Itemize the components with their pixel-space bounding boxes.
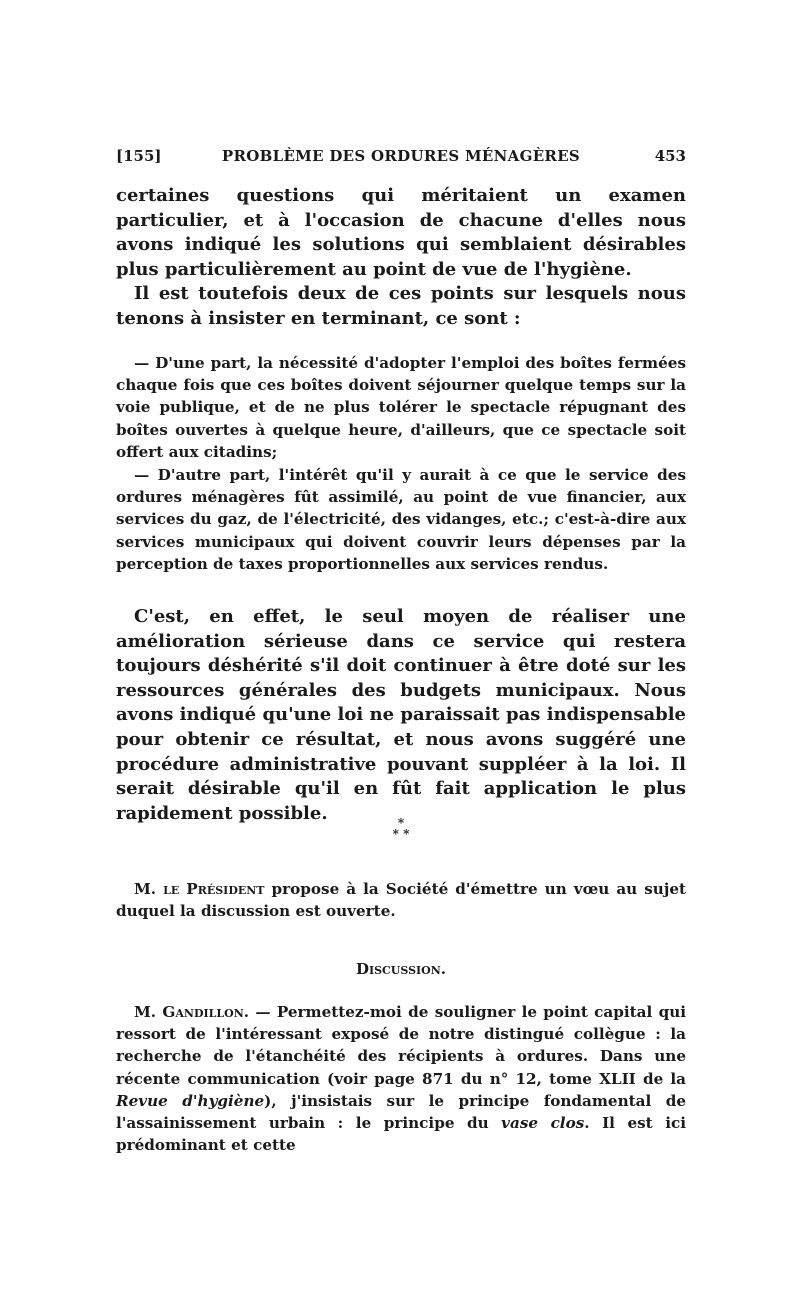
page-reference: [155] bbox=[116, 147, 162, 165]
asterism-divider bbox=[116, 818, 686, 848]
paragraph-first-point: — D'une part, la nécessité d'adopter l'emploi des boîtes fermées chaque fois que ces boîtes doivent séjourner quelque temps sur la voie publique, et de ne plus tolérer le spectacle répugnant des boîtes ouvertes à quelque heure, d'ailleurs, que ce spectacle soit offert aux citadins; bbox=[116, 354, 686, 461]
speaker-gandillon: Gandillon bbox=[162, 1003, 244, 1021]
gandillon-text-3: . Il est ici prédominant et cette bbox=[116, 1114, 686, 1155]
speaker-president: Président bbox=[186, 880, 265, 898]
discussion-heading: Discussion. bbox=[355, 960, 447, 978]
paragraph-second-point: — D'autre part, l'intérêt qu'il y aurait à ce que le service des ordures ménagères fût assimilé, au point de vue financier, aux services du gaz, de l'électricité, des vidanges, etc.; c'est-à-dire aux services municipaux qui doivent couvrir leurs dépenses par la perception de taxes proportionnelles aux services rendus. bbox=[116, 466, 686, 573]
paragraph-intro: certaines questions qui méritaient un examen particulier, et à l'occasion de chacune d'elles nous avons indiqué les solutions qui semblaient désirables plus particulièrement au point de vue de l'hygiène. bbox=[116, 185, 686, 280]
paragraph-conclusion: C'est, en effet, le seul moyen de réaliser une amélioration sérieuse dans ce service qui restera toujours déshérité s'il doit continuer à être doté sur les ressources générales des budgets municipaux. Nous avons indiqué qu'une loi ne paraissait pas indispensable pour obtenir ce résultat, et nous avons suggéré une procédure administrative pouvant suppléer à la loi. Il serait désirable qu'il en fût fait application le plus rapidement possible. bbox=[116, 606, 686, 824]
president-prefix: M. le bbox=[134, 880, 187, 898]
vase-clos-term: vase clos bbox=[501, 1114, 585, 1133]
gandillon-text-1: . — Permettez-moi de souligner le point capital qui ressort de l'intéressant exposé de notre distingué collègue : la recherche de l'étanchéité des récipients à ordures. Dans une récente communication (voir page 871 du n° 12, tome XLII de la bbox=[116, 1003, 687, 1088]
journal-title: Revue d'hygiène bbox=[116, 1091, 265, 1110]
running-title: PROBLÈME DES ORDURES MÉNAGÈRES bbox=[221, 147, 581, 165]
gandillon-prefix: M. bbox=[134, 1003, 163, 1021]
paragraph-president bbox=[116, 878, 686, 922]
asterism-top: * bbox=[397, 816, 405, 830]
paragraph-points: Il est toutefois deux de ces points sur lesquels nous tenons à insister en terminant, ce sont : bbox=[116, 283, 686, 329]
gandillon-text-2: ), j'insistais sur le principe fondamental de l'assainissement urbain : le principe du bbox=[116, 1091, 686, 1133]
running-header bbox=[116, 147, 686, 169]
asterism-bottom: * * bbox=[392, 827, 410, 841]
page-number: 453 bbox=[654, 147, 686, 165]
president-text: propose à la Société d'émettre un vœu au sujet duquel la discussion est ouverte. bbox=[116, 880, 687, 921]
paragraph-gandillon bbox=[116, 1001, 686, 1156]
